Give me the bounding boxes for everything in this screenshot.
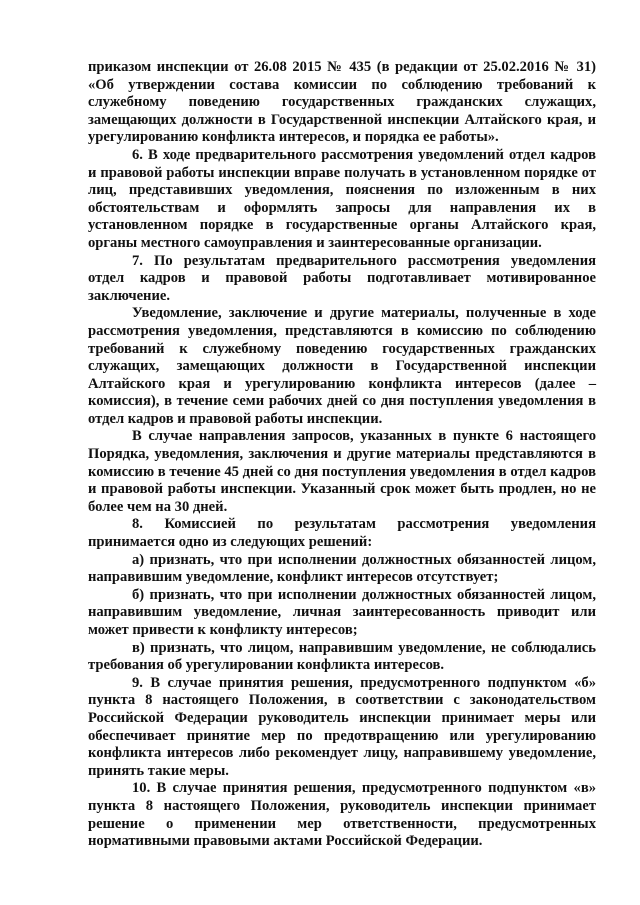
paragraph-notification-materials: Уведомление, заключение и другие материалы, полученные в ходе рассмотрения уведомления, представляются в комиссию по соблюдению требований к служебному поведению государственных гражданских служащих, замещающих должности в Государственной инспекции Алтайского края и урегулированию конфликта интересов (далее – комиссия), в течение семи рабочих дней со дня поступления уведомления в отдел кадров и правовой работы инспекции. — [88, 305, 596, 427]
paragraph-item-6: 6. В ходе предварительного рассмотрения уведомлений отдел кадров и правовой работы инспекции вправе получать в установленном порядке от лиц, представивших уведомления, пояснения по изложенным в них обстоятельствам и оформлять запросы для направления их в установленном порядке в государственные органы Алтайского края, органы местного самоуправления и заинтересованные организации. — [88, 146, 596, 251]
paragraph-requests-deadline: В случае направления запросов, указанных в пункте 6 настоящего Порядка, уведомления, заключения и другие материалы представляются в комиссию в течение 45 дней со дня поступления уведомления в отдел кадров и правовой работы инспекции. Указанный срок может быть продлен, но не более чем на 30 дней. — [88, 428, 596, 515]
paragraph-item-8c: в) признать, что лицом, направившим уведомление, не соблюдались требования об урегулировании конфликта интересов. — [88, 639, 596, 674]
paragraph-order-reference: приказом инспекции от 26.08 2015 № 435 (в редакции от 25.02.2016 № 31) «Об утверждении состава комиссии по соблюдению требований к служебному поведению государственных гражданских служащих, замещающих должности в Государственной инспекции Алтайского края, и урегулированию конфликта интересов, и порядка ее работы». — [88, 59, 596, 146]
paragraph-item-7: 7. По результатам предварительного рассмотрения уведомления отдел кадров и правовой работы подготавливает мотивированное заключение. — [88, 252, 596, 304]
paragraph-item-9: 9. В случае принятия решения, предусмотренного подпунктом «б» пункта 8 настоящего Положения, в соответствии с законодательством Российской Федерации руководитель инспекции принимает меры или обеспечивает принятие мер по предотвращению или урегулированию конфликта интересов либо рекомендует лицу, направившему уведомление, принять такие меры. — [88, 674, 596, 779]
paragraph-item-10: 10. В случае принятия решения, предусмотренного подпунктом «в» пункта 8 настоящего Положения, руководитель инспекции принимает решение о применении мер ответственности, предусмотренных нормативными правовыми актами Российской Федерации. — [88, 780, 596, 850]
paragraph-item-8a: а) признать, что при исполнении должностных обязанностей лицом, направившим уведомление, конфликт интересов отсутствует; — [88, 551, 596, 586]
paragraph-item-8: 8. Комиссией по результатам рассмотрения уведомления принимается одно из следующих решений: — [88, 516, 596, 551]
paragraph-item-8b: б) признать, что при исполнении должностных обязанностей лицом, направившим уведомление, личная заинтересованность приводит или может привести к конфликту интересов; — [88, 586, 596, 638]
document-page — [88, 59, 596, 851]
